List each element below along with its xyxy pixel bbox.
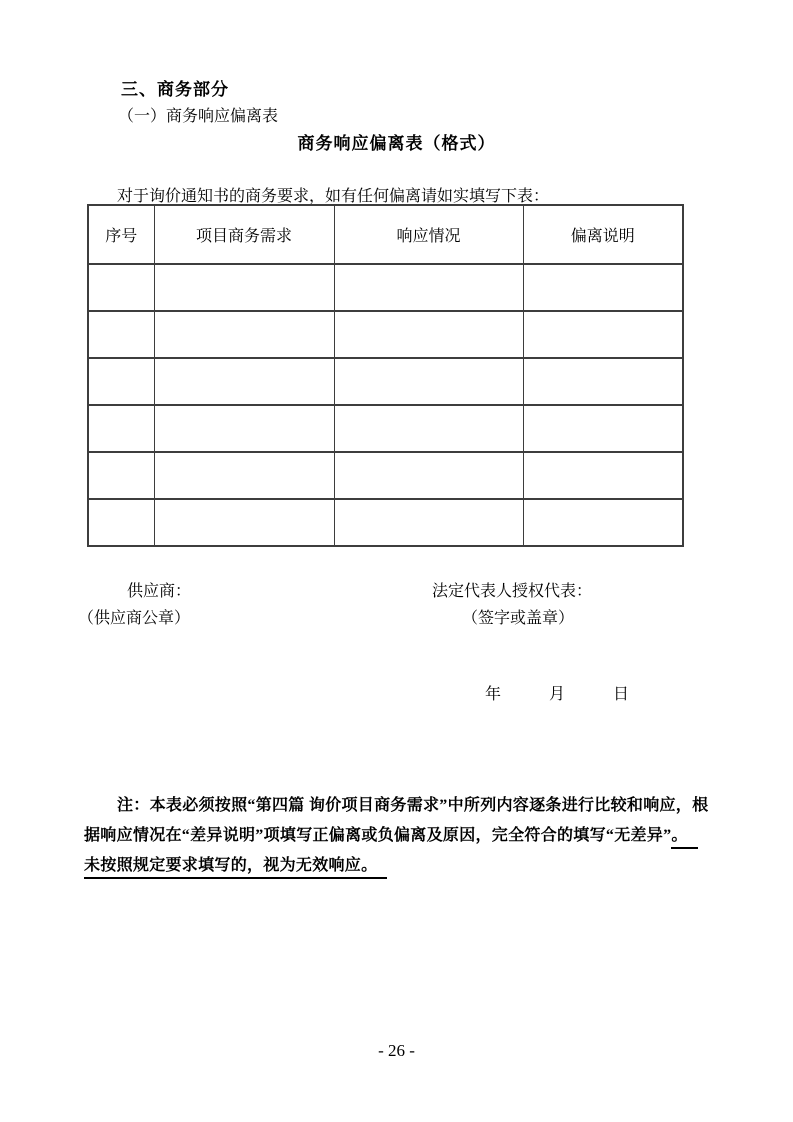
supplier-label: 供应商： xyxy=(127,583,192,600)
note-line-3-underlined: 未按照规定要求填写的，视为无效响应。 xyxy=(84,855,387,879)
supplier-seal-note: （供应商公章） xyxy=(78,610,191,627)
deviation-table-body xyxy=(88,264,683,546)
table-cell xyxy=(523,311,683,358)
table-cell xyxy=(334,452,523,499)
subsection-heading: （一）商务响应偏离表 xyxy=(118,108,279,125)
table-cell xyxy=(88,358,154,405)
table-cell xyxy=(334,405,523,452)
table-cell xyxy=(334,311,523,358)
column-header-deviation: 偏离说明 xyxy=(523,205,683,264)
note-line-1: 注：本表必须按照“第四篇 询价项目商务需求”中所列内容逐条进行比较和响应，根 xyxy=(117,797,709,814)
table-cell xyxy=(154,264,334,311)
note-line-2-underlined: 。 xyxy=(671,825,697,849)
date-month-label: 月 xyxy=(549,686,566,703)
date-line xyxy=(485,681,629,704)
table-cell xyxy=(523,452,683,499)
page-number: - 26 - xyxy=(378,1041,415,1060)
table-cell xyxy=(334,499,523,546)
deviation-table xyxy=(87,204,684,547)
form-title: 商务响应偏离表（格式） xyxy=(297,134,496,153)
table-row xyxy=(88,264,683,311)
table-cell xyxy=(523,499,683,546)
table-row xyxy=(88,499,683,546)
date-day-label: 日 xyxy=(613,686,630,703)
table-row xyxy=(88,358,683,405)
table-cell xyxy=(88,405,154,452)
table-cell xyxy=(88,499,154,546)
table-cell xyxy=(334,264,523,311)
table-header-row xyxy=(88,205,683,264)
table-cell xyxy=(154,405,334,452)
table-cell xyxy=(88,452,154,499)
date-year-label: 年 xyxy=(485,686,502,703)
table-row xyxy=(88,405,683,452)
table-cell xyxy=(154,452,334,499)
note-line-2 xyxy=(84,821,744,851)
intro-text: 对于询价通知书的商务要求，如有任何偏离请如实填写下表： xyxy=(117,188,550,205)
column-header-response: 响应情况 xyxy=(334,205,523,264)
table-row xyxy=(88,452,683,499)
table-cell xyxy=(523,405,683,452)
sign-or-seal-note: （签字或盖章） xyxy=(462,610,575,627)
table-cell xyxy=(523,264,683,311)
table-cell xyxy=(154,311,334,358)
authorized-rep-label: 法定代表人授权代表： xyxy=(432,583,593,600)
table-cell xyxy=(154,358,334,405)
table-cell xyxy=(334,358,523,405)
table-cell xyxy=(154,499,334,546)
table-cell xyxy=(88,264,154,311)
note-line-3 xyxy=(84,851,744,881)
section-heading: 三、商务部分 xyxy=(121,80,229,99)
table-row xyxy=(88,311,683,358)
column-header-requirement: 项目商务需求 xyxy=(154,205,334,264)
note-paragraph xyxy=(84,791,744,881)
column-header-serial: 序号 xyxy=(88,205,154,264)
table-cell xyxy=(523,358,683,405)
note-line-2-plain: 据响应情况在“差异说明”项填写正偏离或负偏离及原因，完全符合的填写“无差异” xyxy=(84,827,672,844)
table-cell xyxy=(88,311,154,358)
